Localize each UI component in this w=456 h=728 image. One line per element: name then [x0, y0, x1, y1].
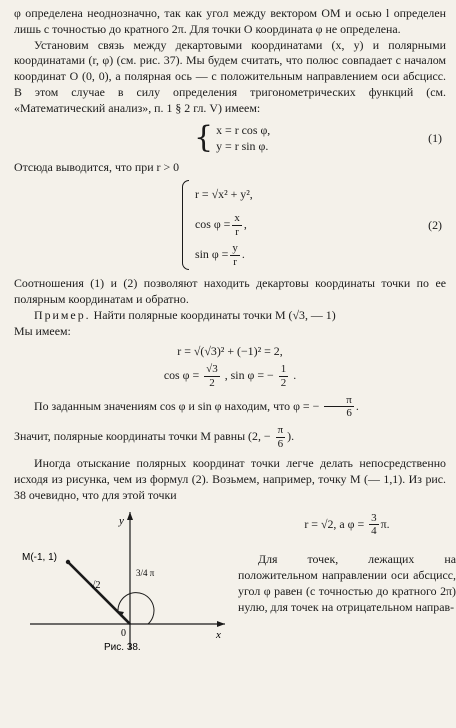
calc2-left: cos φ = — [163, 368, 200, 383]
paragraph-3: Отсюда выводится, что при r > 0 — [14, 160, 180, 175]
segment-label: √2 — [90, 579, 101, 591]
figure-38 — [20, 504, 232, 654]
fraction: $\frac{x}{r}$ — [234, 212, 240, 238]
right-formula: r = √2, а φ = $\frac{3}{4}$ π. — [304, 511, 390, 538]
paragraph-5: Мы имеем: — [14, 323, 71, 338]
y-axis-label: y — [119, 514, 124, 527]
paragraph-2: Установим связь между декартовыми координатами (x, y) и полярными координатами (r, φ) (см. рис. 37). Мы будем считать, что полюс совпадает с началом координат O (0, 0), а полярная ось — с положительным направлением оси абсцисс. В этом случае в силу определения тригонометрических функций (см. «Математический анализ», п. 1 § 2 гл. V) имеем: — [14, 37, 446, 115]
example-text: Найти полярные координаты точки M (√3, — 1) — [93, 307, 336, 322]
calc2-mid: , sin φ = − — [224, 368, 274, 383]
calc-line-2 — [14, 363, 446, 389]
eq2-line3-end: . — [241, 247, 245, 262]
calc-line-1: r = √(√3)² + (−1)² = 2, — [177, 343, 283, 358]
paragraph-1: φ определена неоднозначно, так как угол между вектором OM и осью l определен лишь с точностью до кратного 2π. Для точки O координата φ не определена. — [14, 6, 446, 36]
y-arrow-icon — [127, 512, 133, 520]
figure-caption: Рис. 38. — [104, 641, 141, 653]
fraction: $\frac{y}{r}$ — [232, 242, 238, 268]
x-axis-label: x — [216, 628, 221, 641]
origin-label: 0 — [121, 627, 126, 639]
fraction: $\frac{\pi}{6}$ — [324, 394, 354, 420]
paragraph-4: Соотношения (1) и (2) позволяют находить декартовы координаты точки по ее полярным координатам и обратно. — [14, 276, 446, 307]
equation-1 — [14, 117, 446, 161]
equation-2 — [14, 176, 446, 276]
paragraph-9: Для точек, лежащих на положительном направлении оси абсцисс, угол φ равен (с точностью до кратного 2π) нулю, для точек на отрицательном направ- — [238, 552, 456, 614]
brace-icon — [182, 180, 189, 270]
paragraph-8: Иногда отыскание полярных координат точки легче делать непосредственно исходя из рисунка, чем из формул (2). Возьмем, например, точку M (— 1,1). Из рис. 38 очевидно, что для этой точки — [14, 456, 446, 502]
right-column — [238, 504, 456, 616]
brace-icon: { — [194, 119, 214, 155]
point-m — [66, 560, 70, 564]
eq1-line2: y = r sin φ. — [216, 138, 269, 153]
eq2-line3-left: sin φ = — [195, 247, 229, 262]
eq2-number: (2) — [428, 218, 442, 233]
fraction: $\frac{3}{4}$ — [371, 511, 377, 538]
x-arrow-icon — [217, 621, 225, 627]
eq2-line1: r = √x² + y², — [195, 187, 253, 202]
angle-arc — [118, 592, 154, 623]
example — [14, 308, 446, 324]
fraction: $\frac{√3}{2}$ — [206, 363, 218, 390]
fraction: $\frac{1}{2}$ — [280, 363, 287, 390]
figure-area — [14, 504, 456, 654]
eq1-number: (1) — [428, 130, 442, 145]
point-label: M(-1, 1) — [22, 551, 57, 563]
paragraph-7: Значит, полярные координаты точки M равны (2, − $\frac{\pi}{6}$ ). — [14, 423, 295, 450]
angle-label: 3/4 π — [136, 567, 155, 578]
example-label: Пример. — [34, 307, 91, 322]
eq2-line2-left: cos φ = — [195, 217, 231, 232]
eq1-line1: x = r cos φ, — [216, 122, 271, 137]
eq2-line2-end: , — [243, 217, 247, 232]
fraction: $\frac{\pi}{6}$ — [277, 423, 284, 450]
calc2-end: . — [293, 368, 297, 383]
paragraph-6: По заданным значениям cos φ и sin φ находим, что φ = − $\frac{\pi}{6}$ . — [34, 393, 359, 420]
